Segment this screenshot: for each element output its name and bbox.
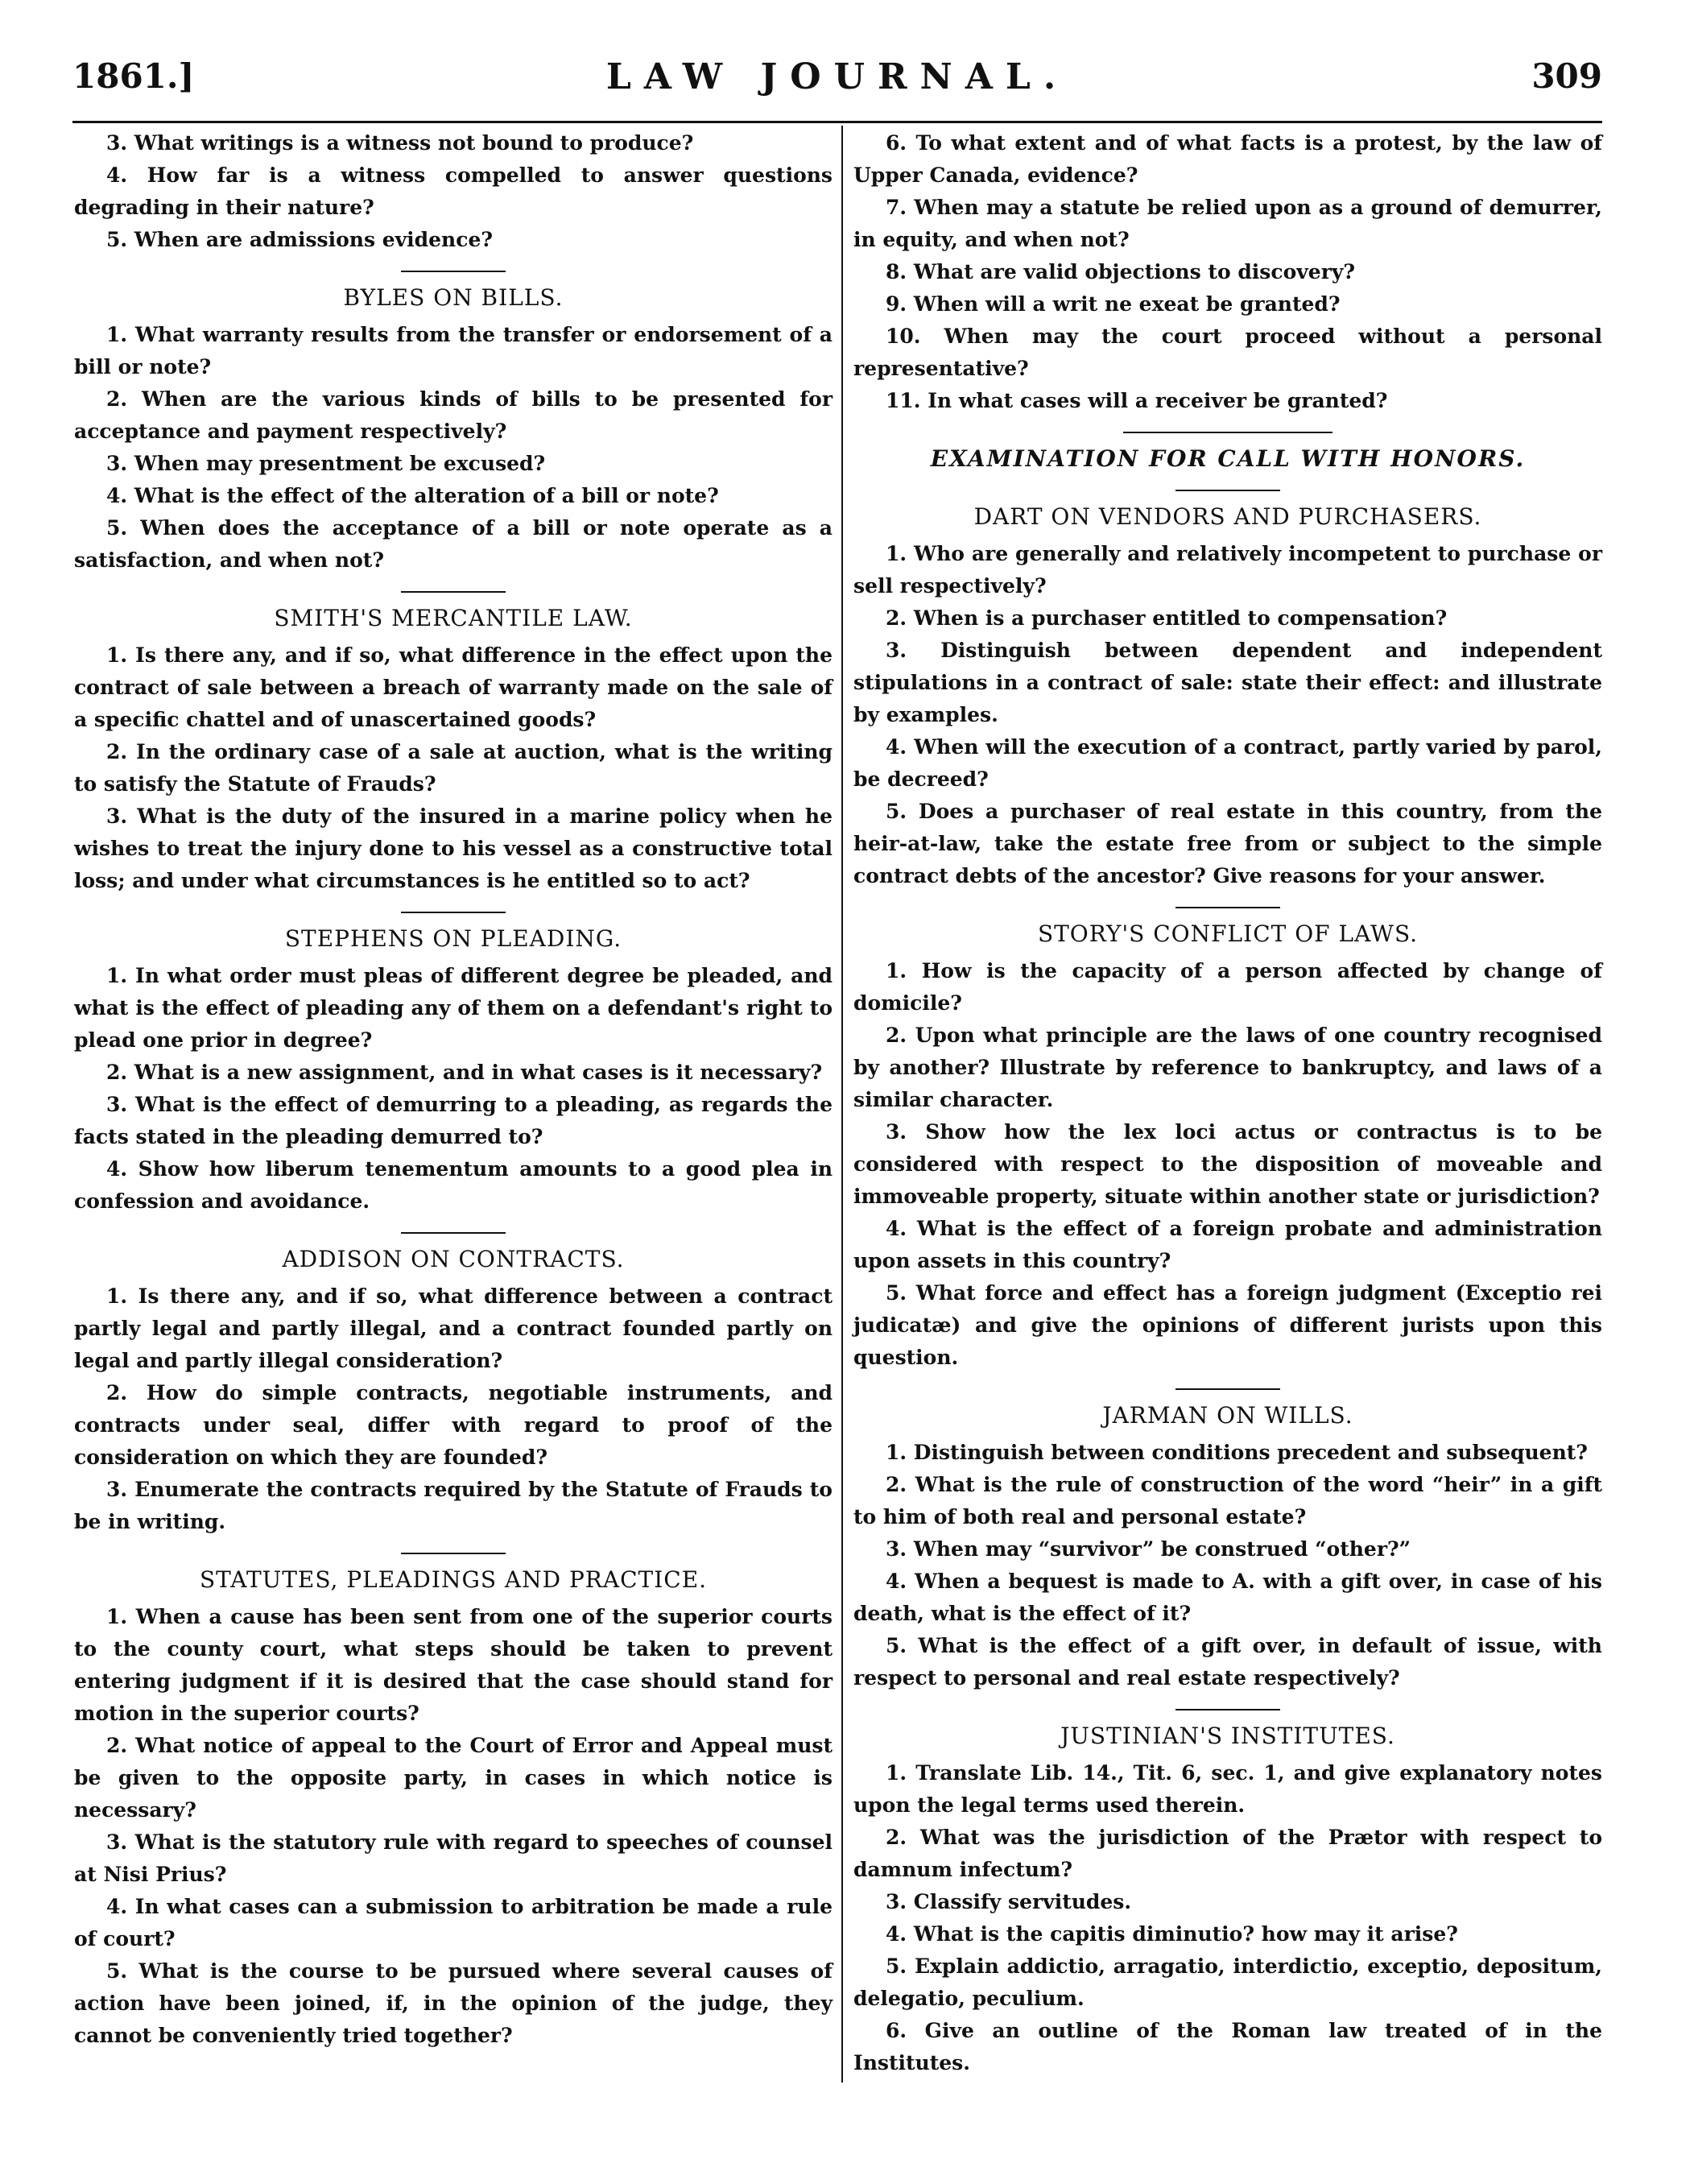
- section-title: ADDISON ON CONTRACTS.: [282, 1246, 625, 1272]
- section-title: DART ON VENDORS AND PURCHASERS.: [973, 503, 1482, 530]
- section-separator: [401, 591, 506, 593]
- question: 2. What is the rule of construction of the word “heir” in a gift to him of both real and personal estate?: [853, 1473, 1602, 1528]
- section-separator: [1175, 490, 1280, 491]
- column-divider: [841, 126, 843, 2083]
- section-title: STATUTES, PLEADINGS AND PRACTICE.: [199, 1566, 708, 1593]
- question: 8. What are valid objections to discovery?: [886, 260, 1356, 283]
- section-separator: [401, 271, 506, 272]
- section-separator: [401, 1232, 506, 1234]
- question: 1. When a cause has been sent from one of the superior courts to the county court, what steps should be taken to prevent entering judgment if it is desired that the case should stand for motion in the superior courts?: [74, 1605, 833, 1725]
- section-title: STORY'S CONFLICT OF LAWS.: [1037, 920, 1419, 947]
- question: 5. When does the acceptance of a bill or note operate as a satisfaction, and when not?: [74, 516, 833, 572]
- question: 4. How far is a witness compelled to answer questions degrading in their nature?: [74, 163, 833, 219]
- section-separator: [1123, 432, 1332, 433]
- question: 2. When are the various kinds of bills to be presented for acceptance and payment respectively?: [74, 387, 833, 443]
- question: 5. What is the course to be pursued where several causes of action have been joined, if, in the opinion of the judge, they cannot be conveniently tried together?: [74, 1959, 833, 2047]
- question: 5. What is the effect of a gift over, in default of issue, with respect to personal and real estate respectively?: [853, 1634, 1602, 1690]
- question: 1. Is there any, and if so, what difference in the effect upon the contract of sale between a breach of warranty made on the sale of a specific chattel and of unascertained goods?: [74, 643, 833, 731]
- question: 9. When will a writ ne exeat be granted?: [886, 292, 1341, 316]
- journal-title: LAW JOURNAL.: [605, 56, 1069, 97]
- question: 2. In the ordinary case of a sale at auction, what is the writing to satisfy the Statute of Frauds?: [74, 740, 833, 796]
- section-separator: [1175, 1709, 1280, 1710]
- page-header: [72, 56, 1602, 105]
- section-title: STEPHENS ON PLEADING.: [284, 925, 622, 952]
- question: 4. Show how liberum tenementum amounts to a good plea in confession and avoidance.: [74, 1157, 833, 1213]
- question: 1. In what order must pleas of different degree be pleaded, and what is the effect of pleading any of them on a defendant's right to plead one prior in degree?: [74, 964, 833, 1052]
- question: 1. What warranty results from the transfer or endorsement of a bill or note?: [74, 323, 833, 378]
- question: 11. In what cases will a receiver be granted?: [886, 389, 1388, 412]
- header-rule: [72, 121, 1602, 123]
- question: 6. Give an outline of the Roman law treated of in the Institutes.: [853, 2019, 1602, 2074]
- question: 7. When may a statute be relied upon as a ground of demurrer, in equity, and when not?: [853, 196, 1602, 251]
- question: 6. To what extent and of what facts is a protest, by the law of Upper Canada, evidence?: [853, 131, 1602, 187]
- section-title: JUSTINIAN'S INSTITUTES.: [1060, 1723, 1395, 1749]
- question: 3. What is the duty of the insured in a marine policy when he wishes to treat the injury done to his vessel as a constructive total loss; and under what circumstances is he entitled so to act?: [74, 805, 833, 892]
- page-number: 309: [1531, 56, 1602, 96]
- section-separator: [401, 912, 506, 913]
- question: 3. When may presentment be excused?: [106, 452, 546, 475]
- section-separator: [401, 1553, 506, 1554]
- question: 10. When may the court proceed without a personal representative?: [853, 325, 1602, 380]
- question: 1. Distinguish between conditions precedent and subsequent?: [886, 1441, 1588, 1464]
- question: 1. Is there any, and if so, what difference between a contract partly legal and partly illegal, and a contract founded partly on legal and partly illegal consideration?: [74, 1284, 833, 1372]
- question: 5. Does a purchaser of real estate in this country, from the heir-at-law, take the estate free from or subject to the simple contract debts of the ancestor? Give reasons for your answer.: [853, 800, 1602, 887]
- question: 4. When a bequest is made to A. with a gift over, in case of his death, what is the effect of it?: [853, 1570, 1602, 1625]
- question: 2. How do simple contracts, negotiable instruments, and contracts under seal, differ with regard to proof of the consideration on which they are founded?: [74, 1381, 833, 1469]
- header-year: 1861.]: [72, 56, 195, 96]
- question: 3. Show how the lex loci actus or contractus is to be considered with respect to the disposition of moveable and immoveable property, situate within another state or jurisdiction?: [853, 1120, 1602, 1208]
- question: 4. When will the execution of a contract, partly varied by parol, be decreed?: [853, 735, 1602, 791]
- question: 2. What is a new assignment, and in what cases is it necessary?: [106, 1061, 823, 1084]
- right-column: [853, 127, 1602, 2079]
- question: 3. Enumerate the contracts required by the Statute of Frauds to be in writing.: [74, 1478, 833, 1533]
- section-title: SMITH'S MERCANTILE LAW.: [274, 605, 633, 631]
- question: 1. Who are generally and relatively incompetent to purchase or sell respectively?: [853, 542, 1602, 598]
- question: 3. What is the statutory rule with regard to speeches of counsel at Nisi Prius?: [74, 1830, 833, 1886]
- honors-heading: EXAMINATION FOR CALL WITH HONORS.: [930, 445, 1526, 472]
- section-title: BYLES ON BILLS.: [343, 284, 564, 311]
- section-separator: [1175, 1388, 1280, 1390]
- left-column: [74, 127, 833, 2052]
- question: 4. What is the capitis diminutio? how may it arise?: [886, 1922, 1458, 1946]
- question: 1. How is the capacity of a person affected by change of domicile?: [853, 959, 1602, 1015]
- section-title: JARMAN ON WILLS.: [1102, 1402, 1353, 1429]
- question: 5. When are admissions evidence?: [106, 228, 493, 251]
- question: 2. When is a purchaser entitled to compensation?: [886, 606, 1448, 630]
- question: 4. What is the effect of the alteration of a bill or note?: [106, 484, 719, 507]
- question: 4. What is the effect of a foreign probate and administration upon assets in this country?: [853, 1217, 1602, 1272]
- question: 2. What was the jurisdiction of the Prætor with respect to damnum infectum?: [853, 1826, 1602, 1881]
- question: 3. Classify servitudes.: [886, 1890, 1132, 1913]
- question: 3. Distinguish between dependent and independent stipulations in a contract of sale: state their effect: and illustrate by examples.: [853, 639, 1602, 726]
- question: 4. In what cases can a submission to arbitration be made a rule of court?: [74, 1895, 833, 1950]
- question: 3. What writings is a witness not bound to produce?: [106, 131, 694, 155]
- question: 5. What force and effect has a foreign judgment (Exceptio rei judicatæ) and give the opinions of different jurists upon this question.: [853, 1281, 1602, 1369]
- question: 3. When may “survivor” be construed “other?”: [886, 1537, 1411, 1561]
- question: 2. What notice of appeal to the Court of Error and Appeal must be given to the opposite party, in cases in which notice is necessary?: [74, 1734, 833, 1822]
- question: 1. Translate Lib. 14., Tit. 6, sec. 1, and give explanatory notes upon the legal terms used therein.: [853, 1761, 1602, 1817]
- section-separator: [1175, 907, 1280, 908]
- question: 5. Explain addictio, arragatio, interdictio, exceptio, depositum, delegatio, peculium.: [853, 1954, 1602, 2010]
- question: 2. Upon what principle are the laws of one country recognised by another? Illustrate by reference to bankruptcy, and laws of a similar character.: [853, 1024, 1602, 1111]
- question: 3. What is the effect of demurring to a pleading, as regards the facts stated in the pleading demurred to?: [74, 1093, 833, 1148]
